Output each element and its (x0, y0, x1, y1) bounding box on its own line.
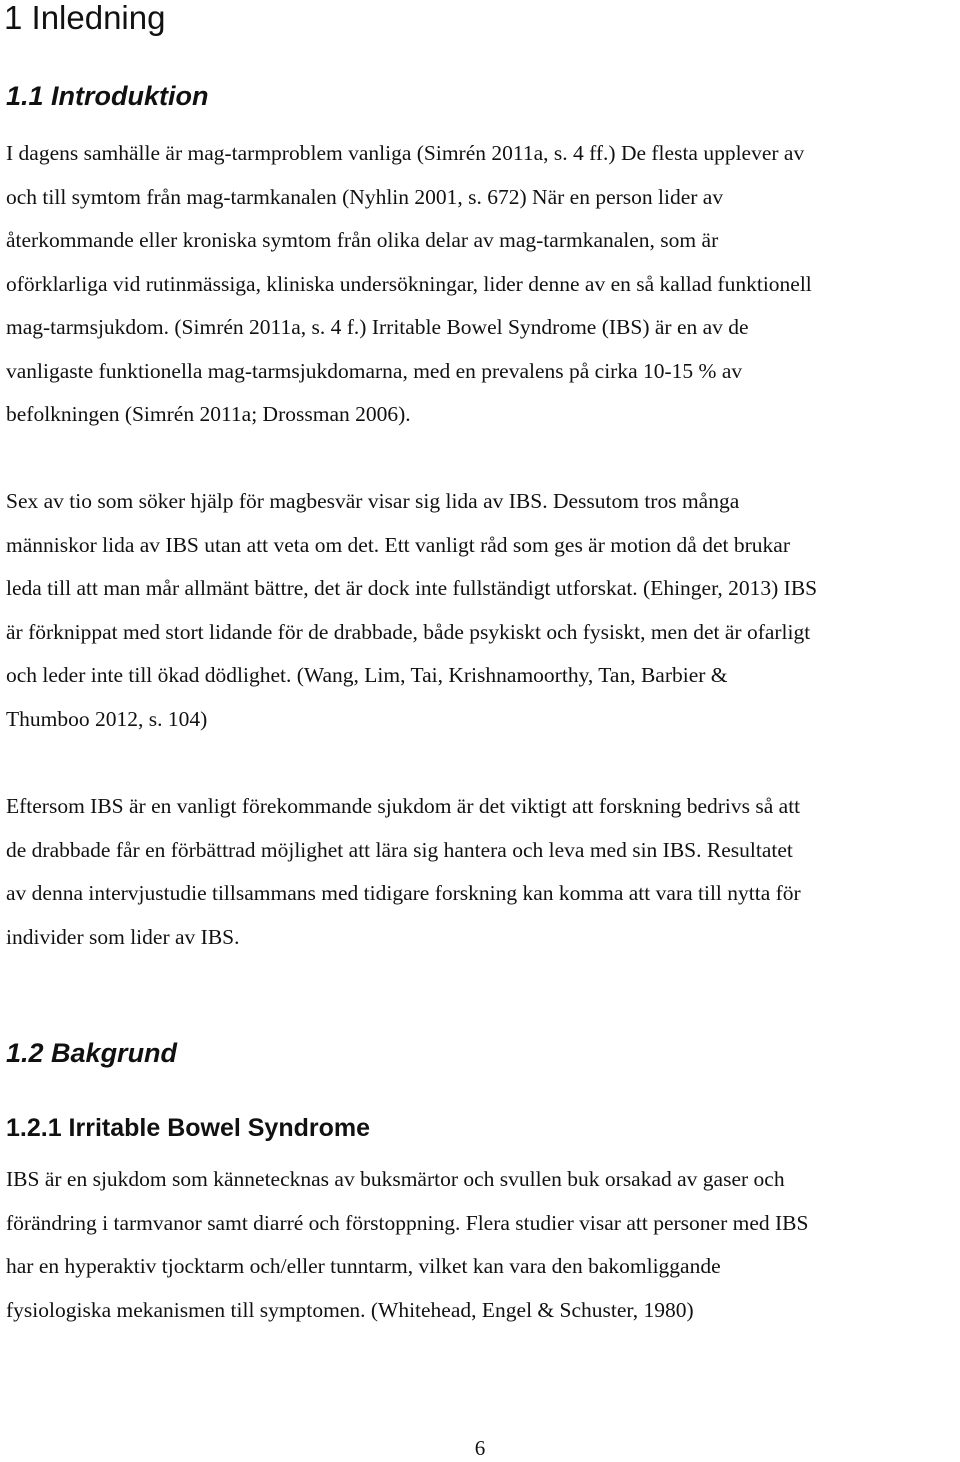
paragraph-line: befolkningen (Simrén 2011a; Drossman 2006). (6, 402, 411, 426)
paragraph-line: och leder inte till ökad dödlighet. (Wang, Lim, Tai, Krishnamoorthy, Tan, Barbier & (6, 663, 728, 687)
section-heading-bakgrund: 1.2 Bakgrund (6, 1038, 178, 1068)
chapter-heading: 1 Inledning (4, 0, 166, 36)
paragraph-line: av denna intervjustudie tillsammans med tidigare forskning kan komma att vara till nytta för (6, 881, 801, 905)
paragraph (6, 1158, 956, 1332)
paragraph-line: Thumboo 2012, s. 104) (6, 706, 208, 731)
paragraph-line: återkommande eller kroniska symtom från olika delar av mag-tarmkanalen, som är (6, 228, 719, 252)
paragraph-line: Sex av tio som söker hjälp för magbesvär visar sig lida av IBS. Dessutom tros många (6, 489, 740, 513)
subsection-heading-ibs: 1.2.1 Irritable Bowel Syndrome (6, 1114, 371, 1142)
paragraph-line: de drabbade får en förbättrad möjlighet att lära sig hantera och leva med sin IBS. Resultatet (6, 837, 793, 862)
paragraph-line: vanligaste funktionella mag-tarmsjukdomarna, med en prevalens på cirka 10-15 % av (6, 358, 743, 383)
paragraph-line: oförklarliga vid rutinmässiga, kliniska undersökningar, lider denne av en så kallad funktionell (6, 271, 812, 296)
paragraph-line: leda till att man mår allmänt bättre, det är dock inte fullständigt utforskat. (Ehinger, 2013) IBS (6, 576, 818, 600)
paragraph-line: människor lida av IBS utan att veta om det. Ett vanligt råd som ges är motion då det brukar (6, 532, 790, 557)
section-heading-introduktion: 1.1 Introduktion (6, 81, 209, 111)
paragraph-line: fysiologiska mekanismen till symptomen. (Whitehead, Engel & Schuster, 1980) (6, 1297, 694, 1322)
paragraph-line: mag-tarmsjukdom. (Simrén 2011a, s. 4 f.) Irritable Bowel Syndrome (IBS) är en av de (6, 315, 749, 339)
paragraph-line: är förknippat med stort lidande för de drabbade, både psykiskt och fysiskt, men det är ofarligt (6, 619, 811, 644)
paragraph (6, 132, 956, 437)
paragraph (6, 785, 956, 959)
paragraph-line: I dagens samhälle är mag-tarmproblem vanliga (Simrén 2011a, s. 4 ff.) De flesta upplever av (6, 141, 805, 165)
paragraph-line: förändring i tarmvanor samt diarré och förstoppning. Flera studier visar att personer med IBS (6, 1210, 809, 1235)
paragraph-line: individer som lider av IBS. (6, 924, 240, 949)
paragraph-line: har en hyperaktiv tjocktarm och/eller tunntarm, vilket kan vara den bakomliggande (6, 1254, 721, 1278)
paragraph-line: IBS är en sjukdom som kännetecknas av buksmärtor och svullen buk orsakad av gaser och (6, 1167, 785, 1191)
page-number: 6 (474, 1436, 486, 1460)
paragraph (6, 480, 956, 741)
paragraph-line: Eftersom IBS är en vanligt förekommande sjukdom är det viktigt att forskning bedrivs så att (6, 794, 801, 818)
paragraph-line: och till symtom från mag-tarmkanalen (Nyhlin 2001, s. 672) När en person lider av (6, 184, 724, 209)
